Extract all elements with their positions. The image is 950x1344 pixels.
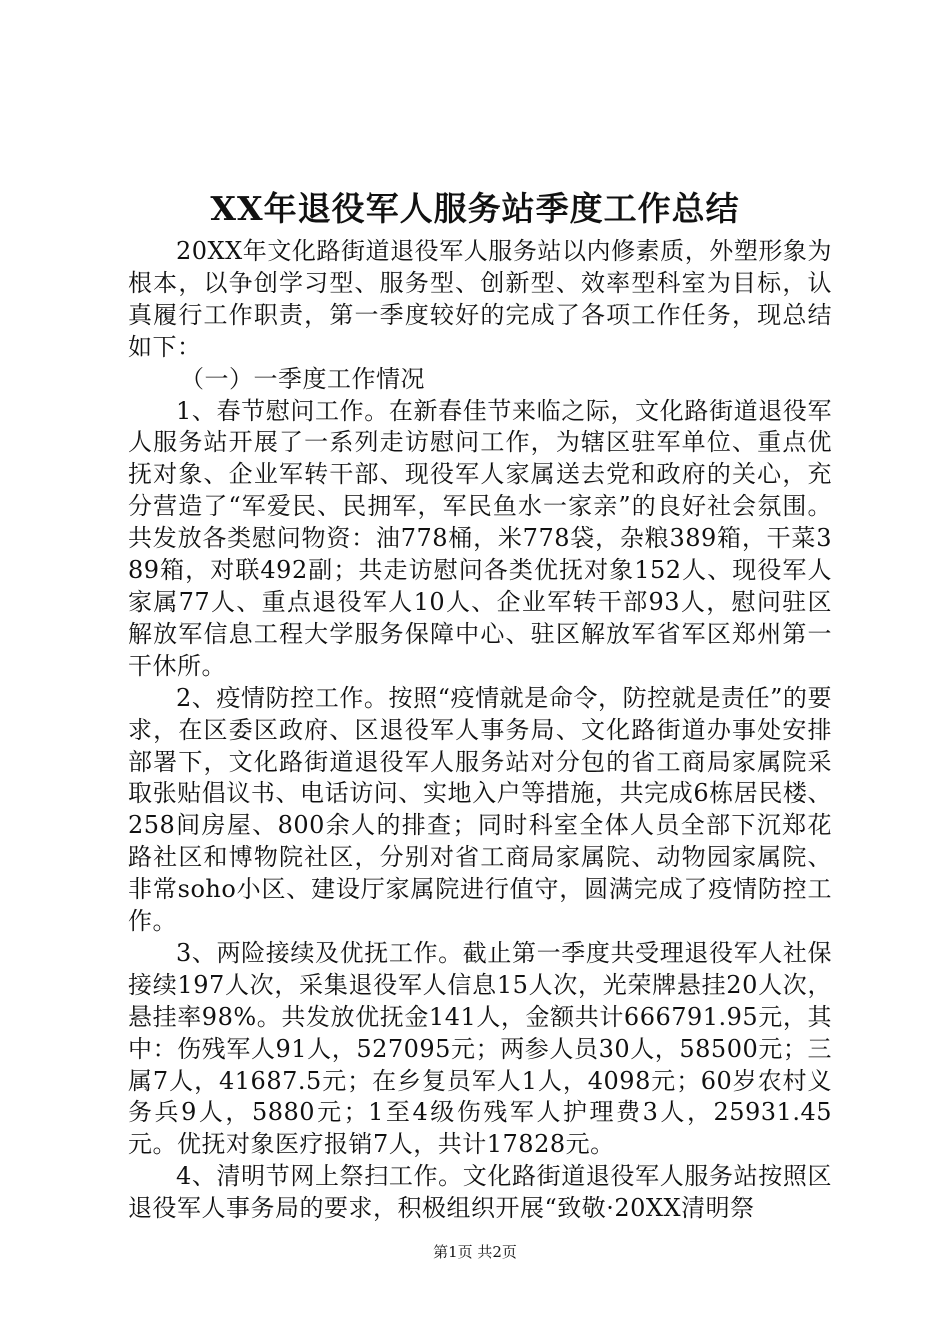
section-heading: （一）一季度工作情况 (180, 364, 425, 393)
paragraph-qingming: 4、清明节网上祭扫工作。文化路街道退役军人服务站按照区退役军人事务局的要求，积极组织开展“致敬·20XX清明祭 (128, 1162, 832, 1223)
document-body (128, 236, 832, 1225)
page-number: 第1页 共2页 (433, 1243, 517, 1261)
intro-paragraph: 20XX年文化路街道退役军人服务站以内修素质，外塑形象为根本，以争创学习型、服务型、创新型、效率型科室为目标，认真履行工作职责，第一季度较好的完成了各项工作任务，现总结如下： (128, 237, 832, 361)
paragraph-spring-festival: 1、春节慰问工作。在新春佳节来临之际，文化路街道退役军人服务站开展了一系列走访慰问工作，为辖区驻军单位、重点优抚对象、企业军转干部、现役军人家属送去党和政府的关心，充分营造了“军爱民、民拥军，军民鱼水一家亲”的良好社会氛围。共发放各类慰问物资：油778桶，米778袋，杂粮389箱，干菜389箱，对联492副；共走访慰问各类优抚对象152人、现役军人家属77人、重点退役军人10人、企业军转干部93人，慰问驻区解放军信息工程大学服务保障中心、驻区解放军省军区郑州第一干休所。 (128, 396, 832, 680)
document-title: XX年退役军人服务站季度工作总结 (210, 189, 740, 228)
paragraph-epidemic-control: 2、疫情防控工作。按照“疫情就是命令，防控就是责任”的要求，在区委区政府、区退役军人事务局、文化路街道办事处安排部署下，文化路街道退役军人服务站对分包的省工商局家属院采取张贴倡议书、电话访问、实地入户等措施，共完成6栋居民楼、258间房屋、800余人的排查；同时科室全体人员全部下沉郑花路社区和博物院社区，分别对省工商局家属院、动物园家属院、非常soho小区、建设厅家属院进行值守，圆满完成了疫情防控工作。 (128, 683, 832, 936)
paragraph-insurance-benefits: 3、两险接续及优抚工作。截止第一季度共受理退役军人社保接续197人次，采集退役军人信息15人次，光荣牌悬挂20人次，悬挂率98%。共发放优抚金141人，金额共计666791.95元，其中：伤残军人91人，527095元；两参人员30人，58500元；三属7人，41687.5元；在乡复员军人1人，4098元；60岁农村义务兵9人，5880元；1至4级伤残军人护理费3人，25931.45元。优抚对象医疗报销7人，共计17828元。 (128, 938, 832, 1159)
